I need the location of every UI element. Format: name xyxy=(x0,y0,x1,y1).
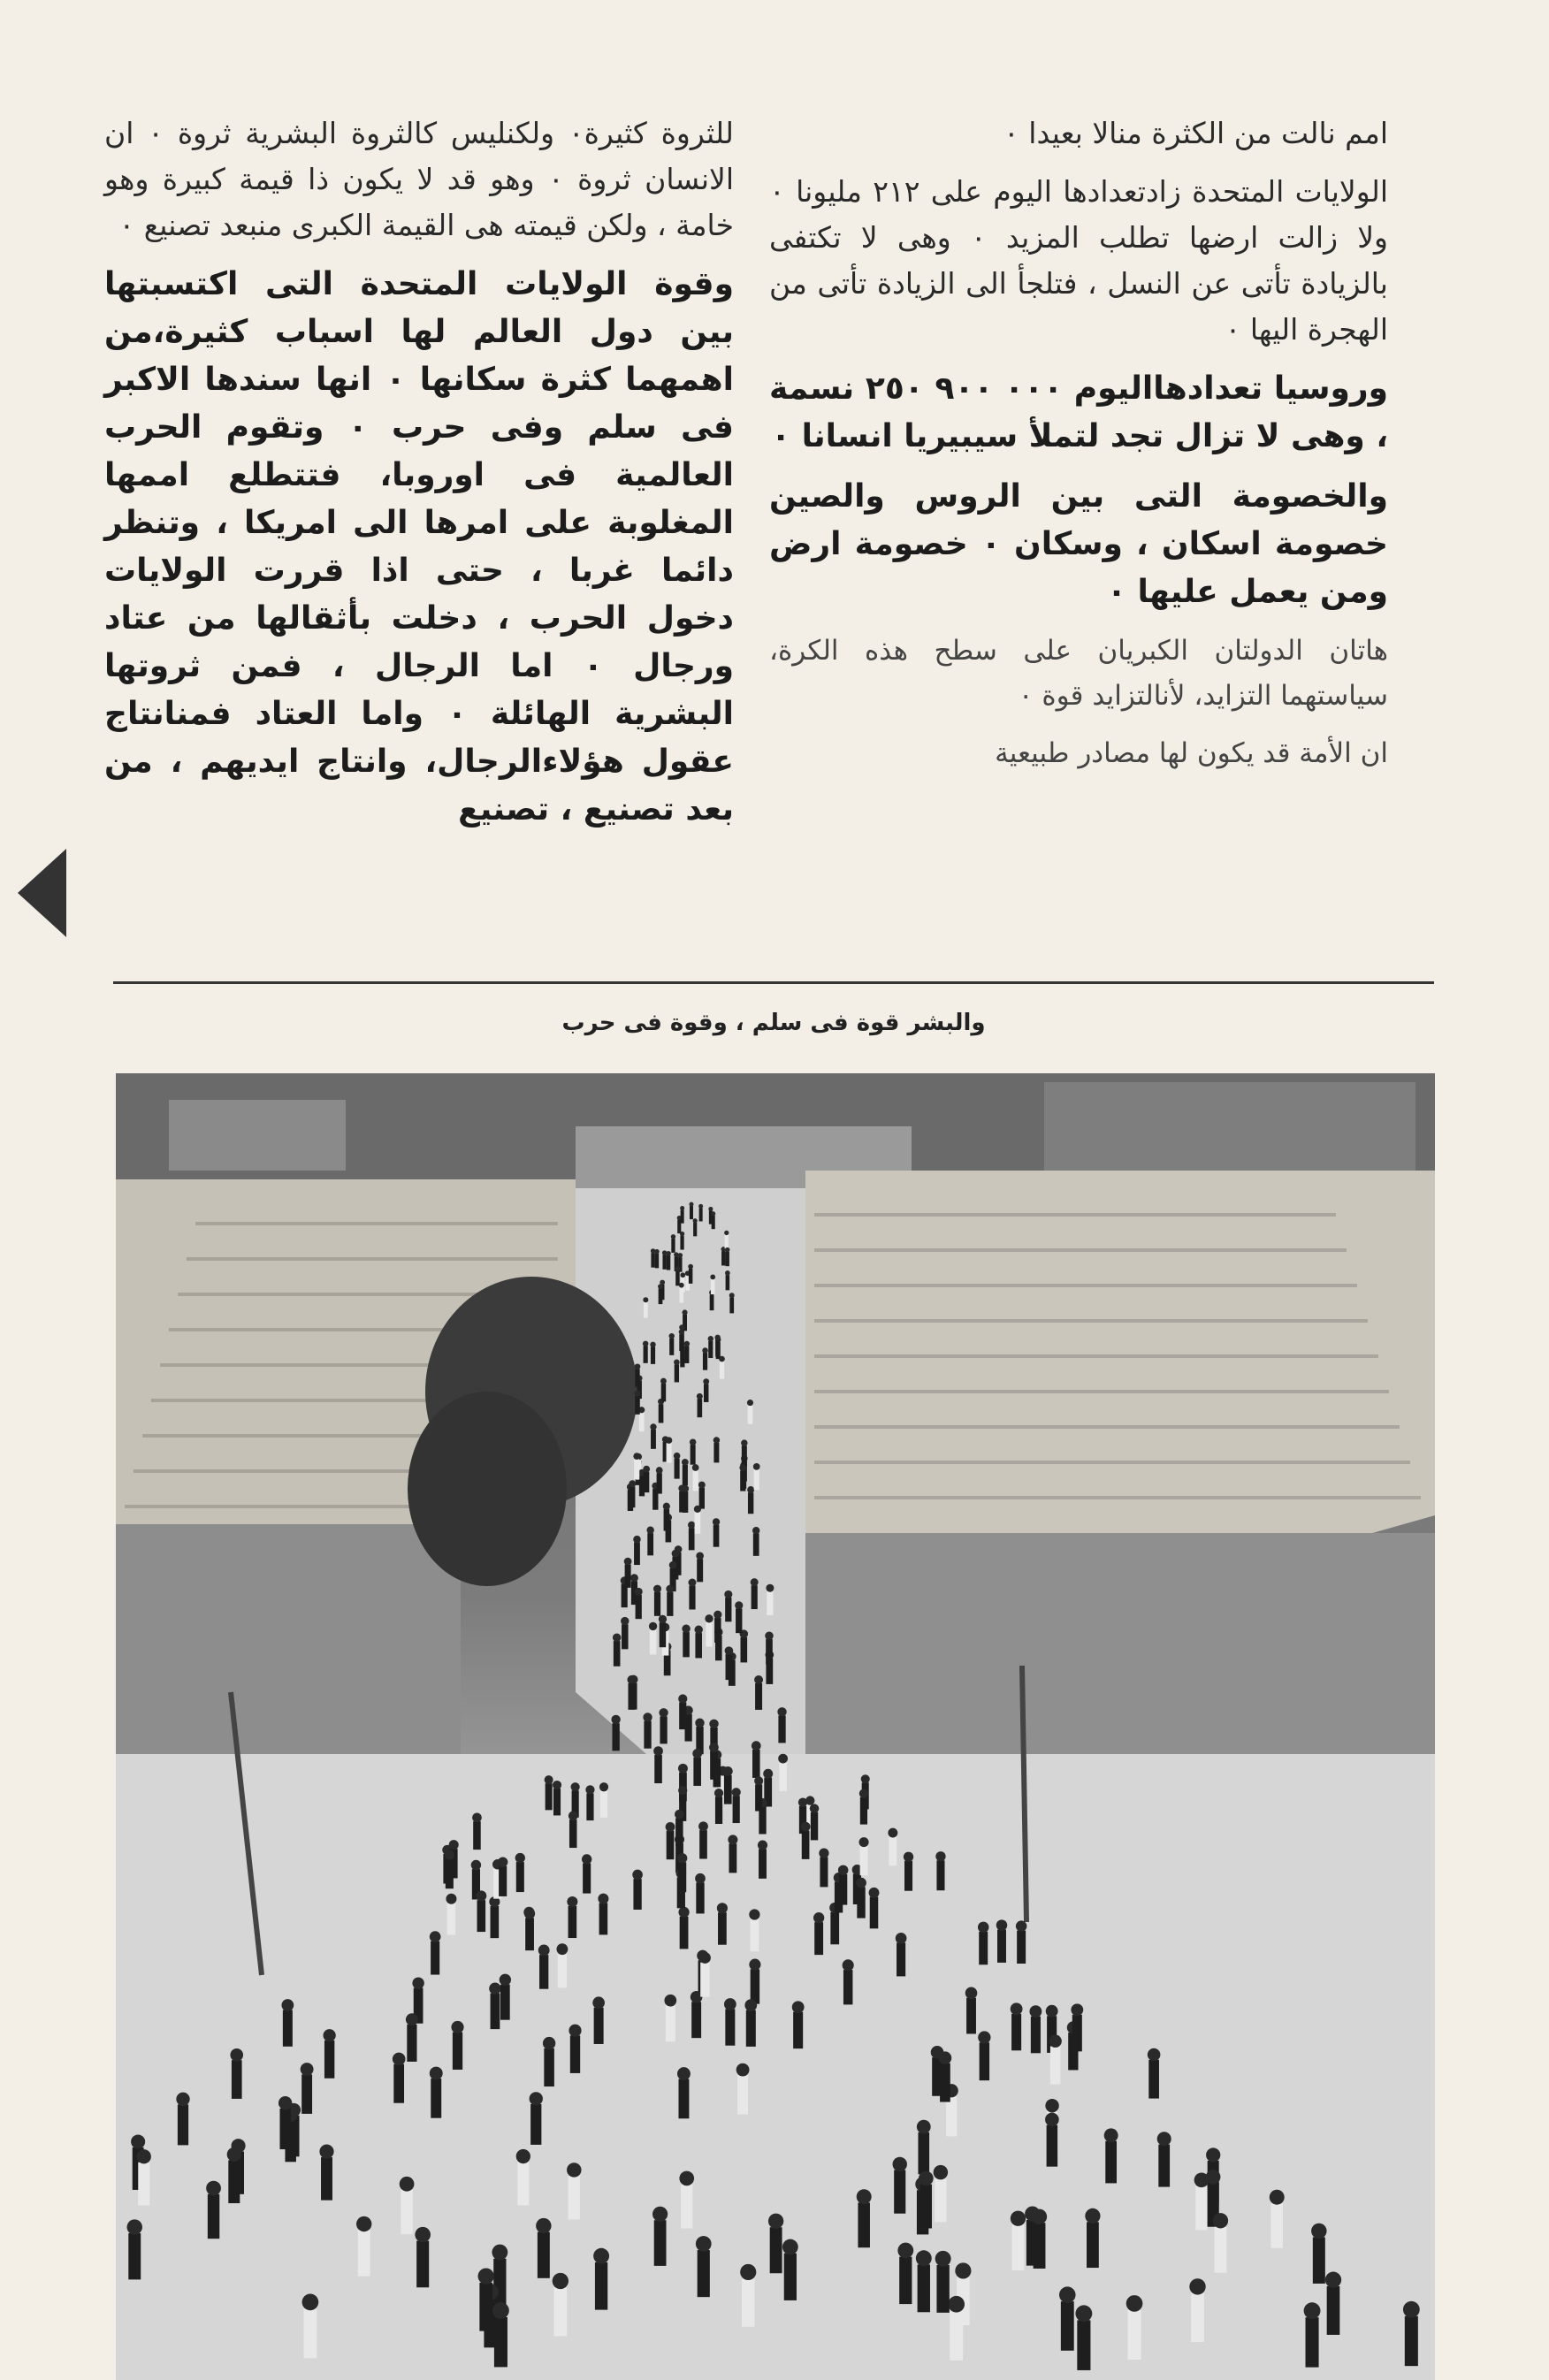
person-figure xyxy=(838,1865,849,1905)
person-figure xyxy=(916,2250,932,2312)
person-figure xyxy=(650,1342,655,1364)
person-figure xyxy=(545,1775,553,1810)
person-figure xyxy=(674,1359,680,1382)
person-figure xyxy=(476,1890,486,1932)
person-figure xyxy=(498,1857,507,1896)
person-figure xyxy=(1011,2211,1026,2270)
person-figure xyxy=(633,1453,640,1479)
person-figure xyxy=(717,1903,728,1944)
person-figure xyxy=(754,1675,763,1710)
person-figure xyxy=(694,1506,701,1534)
person-figure xyxy=(768,2214,783,2274)
person-figure xyxy=(695,1873,706,1914)
person-figure xyxy=(1045,2113,1059,2167)
person-figure xyxy=(677,1853,687,1892)
person-figure xyxy=(714,1335,720,1357)
person-figure xyxy=(689,1202,693,1220)
person-figure xyxy=(713,1437,720,1462)
person-figure xyxy=(666,1251,671,1270)
person-figure xyxy=(633,1536,641,1565)
person-figure xyxy=(445,1850,454,1888)
person-figure xyxy=(801,1822,811,1859)
person-figure xyxy=(679,2171,694,2229)
person-figure xyxy=(451,2021,463,2070)
person-figure xyxy=(935,1851,945,1890)
person-figure xyxy=(724,1590,732,1621)
person-figure xyxy=(684,1341,690,1363)
person-figure xyxy=(611,1715,620,1751)
person-figure xyxy=(1194,2172,1209,2230)
person-figure xyxy=(1311,2224,1326,2284)
person-figure xyxy=(1213,2213,1228,2273)
person-figure xyxy=(678,1694,687,1729)
person-figure xyxy=(227,2147,241,2203)
right-column-paragraph: امم نالت من الكثرة منالا بعيدا ٠ xyxy=(1003,116,1388,150)
person-figure xyxy=(635,1363,641,1386)
person-figure xyxy=(688,1522,695,1551)
person-figure xyxy=(629,1480,636,1507)
person-figure xyxy=(592,1996,605,2044)
person-figure xyxy=(744,1999,757,2047)
person-figure xyxy=(758,1840,767,1878)
person-figure xyxy=(658,1284,663,1304)
person-figure xyxy=(710,1275,715,1294)
person-figure xyxy=(714,1789,723,1824)
person-figure xyxy=(688,1579,696,1610)
person-figure xyxy=(679,1329,684,1351)
person-figure xyxy=(671,1234,675,1253)
person-figure xyxy=(1032,2209,1047,2269)
person-figure xyxy=(729,1293,735,1313)
person-figure xyxy=(934,2165,949,2222)
person-figure xyxy=(393,2053,406,2103)
person-figure xyxy=(740,1629,749,1662)
person-figure xyxy=(301,2063,314,2114)
person-figure xyxy=(500,1974,511,2020)
person-figure xyxy=(682,1625,690,1658)
person-figure xyxy=(472,1813,482,1850)
person-figure xyxy=(690,1438,696,1464)
person-figure xyxy=(904,1852,913,1891)
person-figure xyxy=(643,1297,648,1317)
person-figure xyxy=(869,1888,880,1928)
person-figure xyxy=(489,1982,500,2029)
right-text-column xyxy=(769,111,1388,789)
person-figure xyxy=(696,2236,712,2297)
person-figure xyxy=(978,1922,988,1965)
person-figure xyxy=(1016,1920,1026,1964)
person-figure xyxy=(206,2181,221,2239)
person-figure xyxy=(1104,2128,1118,2183)
person-figure xyxy=(556,1943,568,1987)
person-figure xyxy=(692,1749,702,1786)
crowd-photograph xyxy=(116,1073,1435,2380)
person-figure xyxy=(719,1356,725,1379)
person-figure xyxy=(813,1912,824,1955)
person-figure xyxy=(613,1634,622,1667)
person-figure xyxy=(530,2092,543,2145)
person-figure xyxy=(406,2013,418,2062)
person-figure xyxy=(1126,2295,1143,2360)
person-figure xyxy=(646,1527,653,1556)
person-figure xyxy=(664,1995,676,2041)
person-figure xyxy=(978,2031,990,2080)
person-figure xyxy=(752,1741,761,1778)
person-figure xyxy=(324,2029,336,2079)
person-figure xyxy=(711,1211,715,1229)
page-turn-arrow-icon xyxy=(18,849,66,937)
person-figure xyxy=(725,1247,729,1266)
person-figure xyxy=(919,2171,934,2229)
person-figure xyxy=(749,1909,759,1951)
person-figure xyxy=(230,2048,243,2099)
person-figure xyxy=(598,1894,608,1935)
person-figure xyxy=(430,2067,443,2118)
person-figure xyxy=(553,2273,568,2336)
person-figure xyxy=(856,1878,866,1918)
person-figure xyxy=(1085,2208,1100,2268)
person-figure xyxy=(621,1617,629,1650)
person-figure xyxy=(778,1754,788,1791)
person-figure xyxy=(536,2218,551,2278)
person-figure xyxy=(705,1614,713,1646)
person-figure xyxy=(749,1959,760,2004)
person-figure xyxy=(965,1987,978,2034)
person-figure xyxy=(1011,2002,1023,2050)
person-figure xyxy=(693,1218,698,1236)
person-figure xyxy=(643,1466,650,1492)
person-figure xyxy=(630,1675,638,1710)
person-figure xyxy=(319,2145,333,2201)
left-column-paragraph: وقوة الولايات المتحدة التى اكتسبتها بين دول العالم لها اسباب كثيرة،من اهمهما كثرة سكانها ٠ انها سندها الاكبر فى سلم وفى حرب ٠ وتقوم الحرب العالمية فى اوروبا، فتتطلع اممها المغلوبة على امرها الى امريكا ، وتنظر دائما غربا ، حتى اذا قررت الولايات دخول الحرب ، دخلت بأثقالها من عتاد ورجال ٠ اما الرجال ، فمن ثروتها البشرية الهائلة ٠ واما العتاد فمنانتاج عقول هؤلاءالرجال، وانتاج ايديهم ، من بعد تصنيع ، تصنيع xyxy=(104,266,735,828)
person-figure xyxy=(766,1584,774,1615)
person-figure xyxy=(538,1945,550,1989)
person-figure xyxy=(741,1439,748,1465)
person-figure xyxy=(725,1646,734,1680)
person-figure xyxy=(782,2239,798,2300)
person-figure xyxy=(1270,2190,1285,2248)
right-column-paragraph: وروسيا تعدادهااليوم ٠٠٠ ٩٠٠ ٢٥٠ نسمة ، وهى لا تزال تجد لتملأ سيبيريا انسانا ٠ xyxy=(769,370,1388,454)
person-figure xyxy=(709,1743,719,1780)
person-figure xyxy=(692,1464,699,1491)
person-figure xyxy=(489,1896,500,1938)
person-figure xyxy=(666,1585,674,1616)
person-figure xyxy=(176,2093,189,2146)
person-figure xyxy=(948,2296,965,2361)
person-figure xyxy=(747,1486,754,1514)
section-divider xyxy=(113,981,1434,984)
person-figure xyxy=(735,1601,743,1633)
person-figure xyxy=(660,1378,667,1402)
person-figure xyxy=(917,2120,931,2175)
person-figure xyxy=(682,1459,689,1485)
person-figure xyxy=(679,1283,684,1303)
person-figure xyxy=(697,1393,703,1417)
open-square xyxy=(116,1754,1435,2380)
person-figure xyxy=(753,1463,760,1490)
right-column-paragraph: ان الأمة قد يكون لها مصادر طبيعية xyxy=(995,737,1388,769)
person-figure xyxy=(516,2149,530,2205)
person-figure xyxy=(653,1746,663,1783)
person-figure xyxy=(859,1837,869,1875)
person-figure xyxy=(567,1896,577,1938)
right-column-paragraph: هاتان الدولتان الكبريان على سطح هذه الكرة، سياستهما التزايد، لأنالتزايد قوة ٠ xyxy=(769,635,1388,712)
left-text-column xyxy=(104,111,734,846)
right-column-paragraph: الولايات المتحدة زادتعدادها اليوم على ٢١٢ مليونا ٠ ولا زالت ارضها تطلب المزيد ٠ وهى لا تكتفى بالزيادة تأتى عن النسل ، فتلجأ الى الزيادة تأتى من الهجرة اليها ٠ xyxy=(769,174,1388,347)
person-figure xyxy=(698,1821,708,1858)
person-figure xyxy=(675,1810,684,1846)
person-figure xyxy=(649,1622,657,1655)
person-figure xyxy=(698,1482,706,1509)
person-figure xyxy=(740,2264,756,2327)
person-figure xyxy=(666,1822,675,1859)
left-factory-wall xyxy=(116,1524,461,1754)
person-figure xyxy=(703,1378,709,1402)
person-figure xyxy=(996,1919,1007,1963)
person-figure xyxy=(732,1788,741,1823)
person-figure xyxy=(694,1626,702,1659)
person-figure xyxy=(739,1464,746,1491)
person-figure xyxy=(747,1400,753,1424)
person-figure xyxy=(893,2157,907,2214)
person-figure xyxy=(1304,2302,1321,2367)
person-figure xyxy=(699,1952,711,1997)
person-figure xyxy=(1075,2305,1092,2370)
person-figure xyxy=(698,1204,703,1222)
person-figure xyxy=(1325,2272,1341,2335)
person-figure xyxy=(635,1391,641,1415)
person-figure xyxy=(635,1588,643,1619)
person-figure xyxy=(819,1848,828,1887)
person-figure xyxy=(659,1708,668,1743)
person-figure xyxy=(582,1854,591,1893)
person-figure xyxy=(356,2216,371,2277)
person-figure xyxy=(754,1776,763,1811)
person-figure xyxy=(725,1270,730,1290)
person-figure xyxy=(1403,2301,1420,2366)
person-figure xyxy=(708,1336,713,1358)
person-figure xyxy=(585,1785,594,1820)
person-figure xyxy=(515,1853,525,1892)
person-figure xyxy=(765,1631,774,1664)
person-figure xyxy=(688,1264,693,1284)
person-figure xyxy=(777,1707,786,1743)
person-figure xyxy=(643,1713,652,1748)
person-figure xyxy=(1148,2048,1161,2099)
person-figure xyxy=(624,1558,632,1588)
person-figure xyxy=(653,1585,661,1616)
person-figure xyxy=(897,2243,913,2304)
person-figure xyxy=(935,2251,951,2313)
person-figure xyxy=(713,1518,720,1546)
person-figure xyxy=(553,1781,561,1816)
person-figure xyxy=(674,1453,681,1479)
person-figure xyxy=(682,1485,689,1513)
person-figure xyxy=(691,1991,703,2038)
person-figure xyxy=(678,1907,689,1949)
person-figure xyxy=(599,1782,608,1818)
person-figure xyxy=(659,1615,667,1647)
person-figure xyxy=(728,1835,737,1873)
person-figure xyxy=(810,1804,820,1840)
person-figure xyxy=(568,1812,578,1848)
person-figure xyxy=(652,2207,668,2266)
person-figure xyxy=(302,2294,319,2359)
person-figure xyxy=(1049,2035,1061,2085)
person-figure xyxy=(857,2189,872,2247)
person-figure xyxy=(279,2096,292,2149)
person-figure xyxy=(702,1347,708,1369)
person-figure xyxy=(478,2268,494,2330)
person-figure xyxy=(632,1870,643,1910)
right-column-paragraph: والخصومة التى بين الروس والصين خصومة اسكان ، وسكان ٠ خصومة ارض ومن يعمل عليها ٠ xyxy=(769,478,1388,610)
person-figure xyxy=(415,2227,431,2287)
person-figure xyxy=(1157,2132,1171,2186)
person-figure xyxy=(567,2163,581,2219)
person-figure xyxy=(713,1611,721,1643)
person-figure xyxy=(568,2025,581,2073)
person-figure xyxy=(400,2177,415,2234)
person-figure xyxy=(446,1894,456,1935)
person-figure xyxy=(896,1933,907,1976)
person-figure xyxy=(593,2248,609,2310)
person-figure xyxy=(654,1249,659,1268)
person-figure xyxy=(751,1578,759,1609)
person-figure xyxy=(643,1341,648,1363)
person-figure xyxy=(680,1232,684,1250)
person-figure xyxy=(752,1527,759,1556)
person-figure xyxy=(663,1503,670,1531)
left-column-paragraph: للثروة كثيرة٠ ولكنليس كالثروة البشرية ثروة ٠ ان الانسان ثروة ٠ وهو قد لا يكون ذا قيمة كبيرة وهو خامة ، ولكن قيمته هى القيمة الكبرى منبعد تصنيع ٠ xyxy=(104,116,734,242)
person-figure xyxy=(650,1423,656,1449)
person-figure xyxy=(1189,2278,1205,2342)
person-figure xyxy=(543,2037,555,2086)
photo-caption: والبشر قوة فى سلم ، وقوة فى حرب xyxy=(561,1010,986,1036)
person-figure xyxy=(281,1999,294,2047)
person-figure xyxy=(127,2219,142,2279)
person-figure xyxy=(675,1266,681,1285)
person-figure xyxy=(724,1998,736,2046)
person-figure xyxy=(736,2063,750,2115)
person-figure xyxy=(939,2051,952,2102)
person-figure xyxy=(859,1789,868,1825)
person-figure xyxy=(524,1908,535,1950)
person-figure xyxy=(1029,2005,1042,2053)
person-figure xyxy=(677,2067,691,2118)
person-figure xyxy=(696,1552,704,1582)
person-figure xyxy=(724,1231,729,1249)
person-figure xyxy=(492,2302,509,2367)
person-figure xyxy=(888,1828,897,1866)
person-figure xyxy=(656,1467,663,1493)
person-figure xyxy=(669,1333,675,1355)
person-figure xyxy=(723,1766,733,1804)
person-figure xyxy=(1059,2286,1076,2350)
person-figure xyxy=(792,2001,805,2048)
person-figure xyxy=(680,1206,684,1224)
person-figure xyxy=(1071,2003,1083,2051)
right-factory-roof xyxy=(805,1171,1435,1568)
person-figure xyxy=(137,2149,151,2205)
person-figure xyxy=(658,1399,664,1423)
right-factory-wall xyxy=(805,1533,1435,1754)
person-figure xyxy=(430,1931,441,1974)
person-figure xyxy=(666,1437,672,1462)
person-figure xyxy=(843,1959,854,2004)
